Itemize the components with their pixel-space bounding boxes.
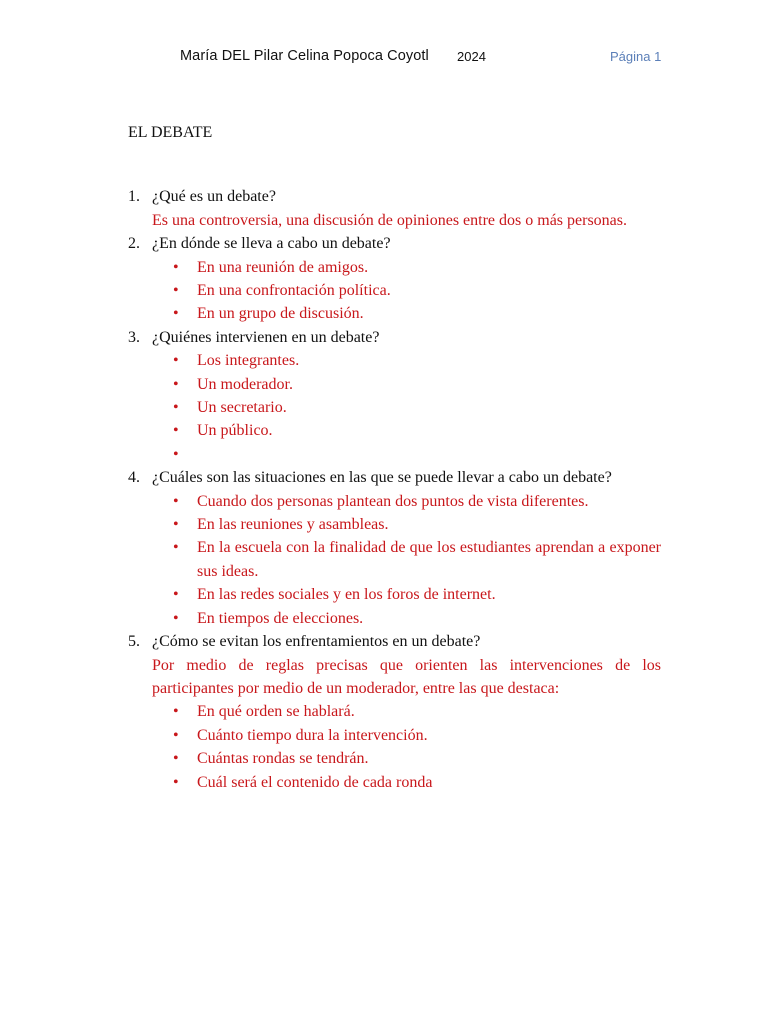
bullet-icon: •: [173, 305, 179, 323]
bullet-icon: •: [173, 352, 179, 370]
bullet-text: Cuál será el contenido de cada ronda: [197, 773, 433, 791]
bullet-list: [128, 256, 661, 326]
question-item: [128, 232, 661, 255]
answer-text: Por medio de reglas precisas que orienten las intervenciones de los participantes por medio de un moderador, entre las que destaca:: [152, 656, 661, 697]
question-text: ¿Quiénes intervienen en un debate?: [152, 328, 380, 346]
bullet-icon: •: [173, 445, 179, 463]
bullet-text: Cuánto tiempo dura la intervención.: [197, 726, 428, 744]
bullet-icon: •: [173, 516, 179, 534]
question-text: ¿Cuáles son las situaciones en las que se puede llevar a cabo un debate?: [152, 469, 612, 487]
page-number: Página 1: [610, 49, 662, 64]
bullet-list: [128, 700, 661, 794]
list-item: [173, 490, 661, 513]
question-text: ¿En dónde se lleva a cabo un debate?: [152, 235, 391, 253]
bullet-icon: •: [173, 539, 179, 557]
question-item: [128, 326, 661, 349]
question-item: [128, 185, 661, 232]
list-item: [173, 256, 661, 279]
bullet-text: En una confrontación política.: [197, 282, 391, 300]
list-item: [173, 771, 661, 794]
bullet-text: Un público.: [197, 422, 273, 440]
list-item: [173, 373, 661, 396]
bullet-text: Un moderador.: [197, 375, 293, 393]
bullet-text: En la escuela con la finalidad de que los estudiantes aprendan a exponer sus ideas.: [197, 539, 661, 580]
document-title: EL DEBATE: [128, 124, 213, 141]
list-item: [173, 349, 661, 372]
question-number: 4.: [128, 469, 140, 487]
bullet-icon: •: [173, 492, 179, 510]
bullet-text: Cuando dos personas plantean dos puntos de vista diferentes.: [197, 492, 589, 510]
bullet-list: [128, 490, 661, 630]
bullet-icon: •: [173, 609, 179, 627]
header-year: 2024: [457, 49, 486, 64]
list-item: [173, 419, 661, 442]
bullet-text: En una reunión de amigos.: [197, 258, 369, 276]
bullet-icon: •: [173, 773, 179, 791]
author-name: María DEL Pilar Celina Popoca Coyotl: [180, 48, 429, 64]
bullet-text: Un secretario.: [197, 399, 287, 417]
question-item: [128, 630, 661, 700]
question-number: 5.: [128, 633, 140, 651]
bullet-icon: •: [173, 726, 179, 744]
bullet-icon: •: [173, 586, 179, 604]
page-header: [0, 48, 768, 72]
bullet-icon: •: [173, 282, 179, 300]
bullet-icon: •: [173, 399, 179, 417]
question-number: 3.: [128, 328, 140, 346]
list-item: [173, 536, 661, 583]
list-item: [173, 747, 661, 770]
list-item: [173, 513, 661, 536]
list-item: [173, 607, 661, 630]
bullet-text: En un grupo de discusión.: [197, 305, 364, 323]
bullet-text: Los integrantes.: [197, 352, 300, 370]
list-item: [173, 700, 661, 723]
list-item: [173, 396, 661, 419]
bullet-icon: •: [173, 422, 179, 440]
bullet-text: En tiempos de elecciones.: [197, 609, 364, 627]
bullet-icon: •: [173, 375, 179, 393]
question-item: [128, 466, 661, 489]
question-text: ¿Qué es un debate?: [152, 188, 276, 206]
answer-text: Es una controversia, una discusión de opiniones entre dos o más personas.: [152, 211, 628, 229]
list-item: [173, 302, 661, 325]
question-text: ¿Cómo se evitan los enfrentamientos en un debate?: [152, 633, 481, 651]
bullet-text: En las redes sociales y en los foros de internet.: [197, 586, 496, 604]
bullet-text: Cuántas rondas se tendrán.: [197, 750, 369, 768]
bullet-text: En las reuniones y asambleas.: [197, 516, 389, 534]
bullet-text: En qué orden se hablará.: [197, 703, 355, 721]
bullet-icon: •: [173, 750, 179, 768]
list-item: [173, 583, 661, 606]
list-item-empty: [173, 443, 661, 466]
list-item: [173, 279, 661, 302]
list-item: [173, 724, 661, 747]
bullet-list: [128, 349, 661, 466]
question-number: 2.: [128, 235, 140, 253]
document-body: [128, 121, 661, 794]
question-number: 1.: [128, 188, 140, 206]
bullet-icon: •: [173, 258, 179, 276]
bullet-icon: •: [173, 703, 179, 721]
